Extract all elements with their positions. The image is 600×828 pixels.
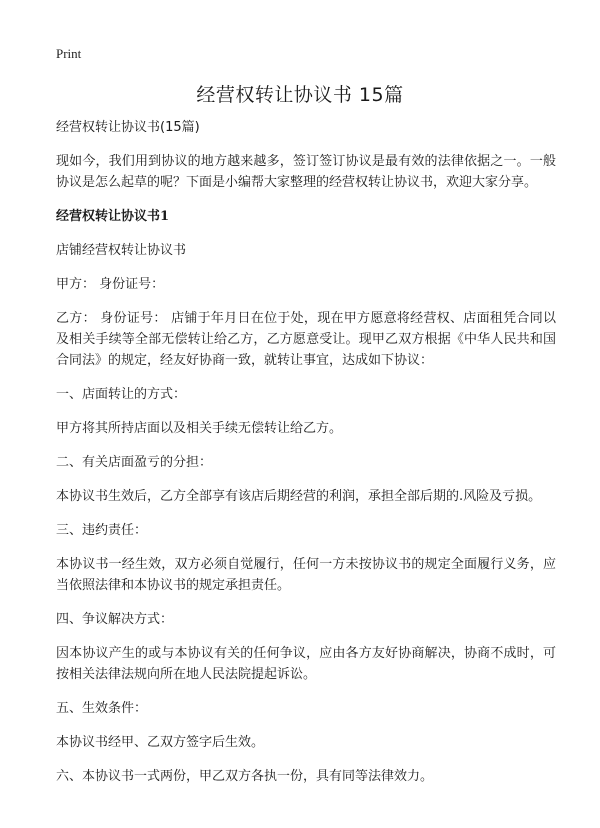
- clause-heading: 一、店面转让的方式：: [56, 387, 187, 402]
- clause-heading: 二、有关店面盈亏的分担：: [56, 455, 213, 470]
- print-link[interactable]: Print: [56, 46, 82, 61]
- clause-last: 六、本协议书一式两份，甲乙双方各执一份，具有同等法律效力。: [56, 769, 434, 784]
- clause-body: 本协议书生效后，乙方全部享有该店后期经营的利润，承担全部后期的.风险及亏损。: [56, 489, 542, 504]
- agreement-title: 店铺经营权转让协议书: [56, 243, 187, 258]
- clause-heading: 四、争议解决方式：: [56, 612, 174, 627]
- clause-body: 本协议书经甲、乙双方签字后生效。: [56, 735, 265, 750]
- clause-body: 本协议书一经生效，双方必须自觉履行，任何一方未按协议书的规定全面履行义务，应当依照法律和本协议书的规定承担责任。: [56, 557, 556, 593]
- party-b-paragraph: 乙方： 身份证号： 店铺于年月日在位于处，现在甲方愿意将经营权、店面租凭合同以及相关手续等全部无偿转让给乙方，乙方愿意受让。现甲乙双方根据《中华人民共和国合同法》的规定，经友好协商一致，就转让事宜，达成如下协议：: [56, 311, 556, 368]
- party-a-line: 甲方： 身份证号：: [56, 277, 165, 292]
- document-subtitle: 经营权转让协议书(15篇): [56, 120, 200, 135]
- page-title: 经营权转让协议书 15篇: [196, 84, 404, 106]
- clause-heading: 三、违约责任：: [56, 523, 148, 538]
- section-heading: 经营权转让协议书1: [56, 209, 170, 224]
- intro-paragraph: 现如今，我们用到协议的地方越来越多，签订签订协议是最有效的法律依据之一。一般协议是怎么起草的呢？下面是小编帮大家整理的经营权转让协议书，欢迎大家分享。: [56, 154, 556, 190]
- clause-heading: 五、生效条件：: [56, 701, 148, 716]
- clause-body: 甲方将其所持店面以及相关手续无偿转让给乙方。: [56, 421, 343, 436]
- clause-body: 因本协议产生的或与本协议有关的任何争议，应由各方友好协商解决，协商不成时，可按相关法律法规向所在地人民法院提起诉讼。: [56, 646, 556, 682]
- document-body: [56, 117, 556, 787]
